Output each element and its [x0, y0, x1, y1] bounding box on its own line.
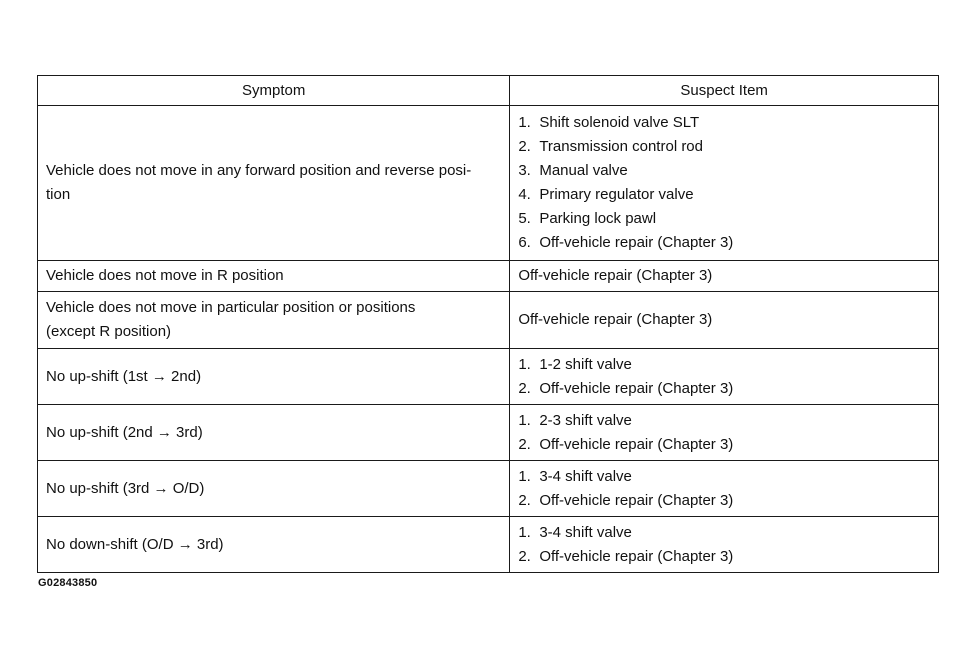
list-item — [518, 465, 930, 489]
item-number: 3. — [518, 162, 531, 179]
suspect-list — [518, 111, 930, 255]
suspect-cell — [510, 405, 939, 461]
table-row — [38, 349, 939, 405]
suspect-cell — [510, 261, 939, 292]
list-item — [518, 489, 930, 513]
symptom-cell — [38, 106, 510, 261]
symptom-cell — [38, 349, 510, 405]
item-text: Parking lock pawl — [539, 210, 657, 227]
header-symptom: Symptom — [38, 76, 510, 106]
item-number: 2. — [518, 547, 531, 565]
item-text: Off-vehicle repair (Chapter 3) — [539, 234, 734, 251]
list-item — [518, 545, 930, 569]
item-number: 2. — [518, 491, 531, 509]
symptom-cell — [38, 261, 510, 292]
suspect-cell — [510, 292, 939, 349]
symptom-text: No up-shift (2nd → 3rd) — [46, 423, 203, 441]
item-text: Off-vehicle repair (Chapter 3) — [539, 547, 734, 565]
suspect-list — [518, 409, 930, 457]
list-item — [518, 159, 930, 183]
symptom-cell — [38, 517, 510, 573]
item-number: 1. — [518, 355, 531, 373]
suspect-cell — [510, 349, 939, 405]
item-number: 1. — [518, 411, 531, 429]
suspect-cell — [510, 461, 939, 517]
suspect-list — [518, 521, 930, 569]
header-row — [38, 76, 939, 106]
item-number: 1. — [518, 523, 531, 541]
list-item — [518, 111, 930, 135]
symptom-text: (except R position) — [46, 323, 172, 340]
symptom-text: No up-shift (3rd → O/D) — [46, 479, 205, 497]
suspect-cell — [510, 106, 939, 261]
item-number: 1. — [518, 114, 531, 131]
item-text: Transmission control rod — [539, 138, 703, 155]
list-item — [518, 207, 930, 231]
list-item — [518, 409, 930, 433]
item-text: 1-2 shift valve — [539, 355, 632, 373]
symptom-text: Vehicle does not move in particular position or positions — [46, 299, 416, 316]
item-number: 2. — [518, 435, 531, 453]
suspect-cell — [510, 517, 939, 573]
list-item — [518, 353, 930, 377]
item-text: Off-vehicle repair (Chapter 3) — [539, 379, 734, 397]
symptom-cell — [38, 292, 510, 349]
symptom-text: No up-shift (1st → 2nd) — [46, 367, 202, 385]
figure-id: G02843850 — [38, 577, 98, 589]
table-row — [38, 106, 939, 261]
diagnosis-table — [37, 75, 939, 573]
item-number: 1. — [518, 467, 531, 485]
list-item — [518, 231, 930, 255]
symptom-cell — [38, 461, 510, 517]
list-item — [518, 433, 930, 457]
suspect-list — [518, 353, 930, 401]
header-suspect-item: Suspect Item — [510, 76, 939, 106]
table-row — [38, 261, 939, 292]
item-number: 5. — [518, 210, 531, 227]
item-number: 6. — [518, 234, 531, 251]
table-row — [38, 405, 939, 461]
item-text: Primary regulator valve — [539, 186, 694, 203]
symptom-text: Vehicle does not move in R position — [46, 267, 284, 284]
item-text: Off-vehicle repair (Chapter 3) — [539, 435, 734, 453]
list-item — [518, 377, 930, 401]
suspect-text: Off-vehicle repair (Chapter 3) — [518, 267, 713, 284]
item-text: 3-4 shift valve — [539, 467, 632, 485]
item-text: Shift solenoid valve SLT — [539, 114, 700, 131]
symptom-text: tion — [46, 186, 71, 203]
item-number: 2. — [518, 379, 531, 397]
suspect-list — [518, 465, 930, 513]
table-row — [38, 461, 939, 517]
item-text: 3-4 shift valve — [539, 523, 632, 541]
symptom-cell — [38, 405, 510, 461]
item-text: Off-vehicle repair (Chapter 3) — [539, 491, 734, 509]
table-row — [38, 517, 939, 573]
symptom-text: Vehicle does not move in any forward position and reverse posi- — [46, 162, 472, 179]
list-item — [518, 521, 930, 545]
list-item — [518, 183, 930, 207]
list-item — [518, 135, 930, 159]
symptom-text: No down-shift (O/D → 3rd) — [46, 535, 224, 553]
item-text: Manual valve — [539, 162, 628, 179]
suspect-text: Off-vehicle repair (Chapter 3) — [518, 311, 713, 328]
item-number: 4. — [518, 186, 531, 203]
item-text: 2-3 shift valve — [539, 411, 632, 429]
item-number: 2. — [518, 138, 531, 155]
table-row — [38, 292, 939, 349]
